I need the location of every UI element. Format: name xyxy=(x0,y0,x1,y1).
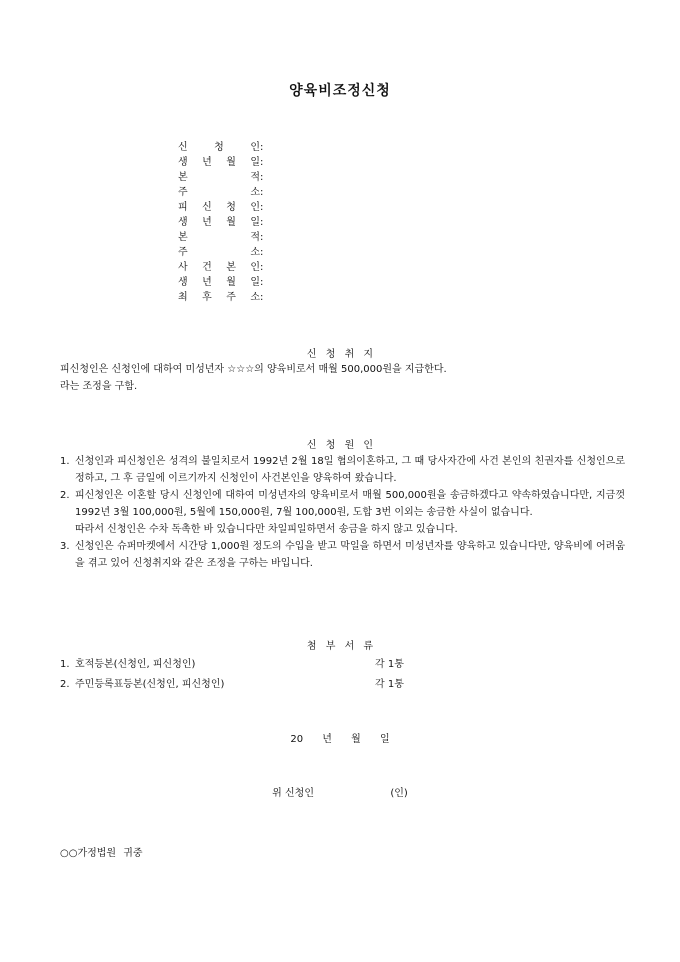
party-field-row xyxy=(178,215,263,230)
purpose-heading: 신 청 취 지 xyxy=(306,349,374,360)
reason-number: 1. xyxy=(60,456,70,467)
party-field-label-char: 본 xyxy=(178,232,188,243)
reasons-heading: 신 청 원 인 xyxy=(306,440,374,451)
party-field-row xyxy=(178,275,263,290)
attachment-number: 2. xyxy=(60,679,70,690)
party-field-label xyxy=(178,185,260,200)
party-field-label-char: 소 xyxy=(250,247,260,258)
reasons-list xyxy=(60,453,625,572)
party-field-colon: : xyxy=(260,202,264,213)
party-field-label xyxy=(178,275,260,290)
attachments-heading: 첨 부 서 류 xyxy=(306,641,374,652)
party-info-block xyxy=(178,140,263,305)
date-line: 20 년 월 일 xyxy=(290,734,390,745)
party-field-label xyxy=(178,170,260,185)
party-field-colon: : xyxy=(260,292,264,303)
party-field-label xyxy=(178,200,260,215)
party-field-row xyxy=(178,245,263,260)
reason-item-2 xyxy=(60,487,625,521)
purpose-body xyxy=(60,361,625,395)
party-field-label-char: 적 xyxy=(250,172,260,183)
reason-item-1 xyxy=(60,453,625,487)
signature-label: 위 신청인 xyxy=(272,788,314,799)
party-field-row xyxy=(178,140,263,155)
attachment-number: 1. xyxy=(60,659,70,670)
party-field-label-char: 본 xyxy=(226,262,236,273)
party-field-colon: : xyxy=(260,157,264,168)
purpose-line-2: 라는 조정을 구함. xyxy=(60,381,138,392)
party-field-label-char: 일 xyxy=(250,157,260,168)
party-field-label-char: 인 xyxy=(250,262,260,273)
party-field-label xyxy=(178,155,260,170)
purpose-line-1: 피신청인은 신청인에 대하여 미성년자 ☆☆☆의 양육비로서 매월 500,000원을 지급한다. xyxy=(60,364,447,375)
party-field-colon: : xyxy=(260,142,264,153)
party-field-label xyxy=(178,245,260,260)
party-field-label-char: 건 xyxy=(202,262,212,273)
reason-text: 피신청인은 이혼할 당시 신청인에 대하여 미성년자의 양육비로서 매월 500,000원을 송금하겠다고 약속하였습니다만, 지금껏 1992년 3월 100,000원, 5월에 150,000원, 7월 100,000원, 도합 3번 이외는 송금한 사실이 없습니다. xyxy=(75,490,625,518)
party-field-label-char: 일 xyxy=(250,277,260,288)
party-field-colon: : xyxy=(260,277,264,288)
party-field-row xyxy=(178,230,263,245)
party-field-label xyxy=(178,140,260,155)
seal-mark: (인) xyxy=(390,788,408,799)
party-field-label xyxy=(178,230,260,245)
party-field-row xyxy=(178,170,263,185)
party-field-label-char: 후 xyxy=(202,292,212,303)
reason-text: 신청인과 피신청인은 성격의 불일치로서 1992년 2월 18일 협의이혼하고, 그 때 당사자간에 사건 본인의 친권자를 신청인으로 정하고, 그 후 금일에 이르기까지 신청인이 사건본인을 양육하여 왔습니다. xyxy=(75,456,625,484)
party-field-label-char: 인 xyxy=(250,142,260,153)
party-field-row xyxy=(178,260,263,275)
party-field-label xyxy=(178,215,260,230)
party-field-colon: : xyxy=(260,217,264,228)
party-field-label xyxy=(178,260,260,275)
party-field-label-char: 최 xyxy=(178,292,188,303)
party-field-label-char: 일 xyxy=(250,217,260,228)
party-field-label-char: 소 xyxy=(250,187,260,198)
reason-number: 2. xyxy=(60,490,70,501)
party-field-label-char: 인 xyxy=(250,202,260,213)
party-field-label xyxy=(178,290,260,305)
party-field-label-char: 월 xyxy=(226,277,236,288)
party-field-label-char: 년 xyxy=(202,157,212,168)
party-field-label-char: 소 xyxy=(250,292,260,303)
attachment-name: 호적등본(신청인, 피신청인) xyxy=(75,659,196,670)
attachment-count: 각 1통 xyxy=(375,679,404,690)
party-field-row xyxy=(178,155,263,170)
party-field-colon: : xyxy=(260,262,264,273)
party-field-row xyxy=(178,200,263,215)
attachment-item xyxy=(60,675,420,695)
document-title: 양육비조정신청 xyxy=(289,83,391,99)
attachments-list xyxy=(60,655,420,695)
party-field-label-char: 생 xyxy=(178,217,188,228)
party-field-label-char: 월 xyxy=(226,157,236,168)
party-field-colon: : xyxy=(260,247,264,258)
party-field-label-char: 년 xyxy=(202,217,212,228)
party-field-label-char: 청 xyxy=(226,202,236,213)
party-field-label-char: 적 xyxy=(250,232,260,243)
signature-line xyxy=(0,784,680,799)
party-field-label-char: 생 xyxy=(178,277,188,288)
attachment-count: 각 1통 xyxy=(375,659,404,670)
party-field-label-char: 청 xyxy=(214,142,224,153)
party-field-label-char: 본 xyxy=(178,172,188,183)
party-field-colon: : xyxy=(260,232,264,243)
party-field-label-char: 주 xyxy=(226,292,236,303)
party-field-label-char: 피 xyxy=(178,202,188,213)
reason-number: 3. xyxy=(60,541,70,552)
party-field-row xyxy=(178,290,263,305)
party-field-colon: : xyxy=(260,187,264,198)
party-field-label-char: 사 xyxy=(178,262,188,273)
reason-item-3 xyxy=(60,538,625,572)
attachment-name: 주민등록표등본(신청인, 피신청인) xyxy=(75,679,225,690)
party-field-label-char: 년 xyxy=(202,277,212,288)
party-field-label-char: 생 xyxy=(178,157,188,168)
party-field-label-char: 주 xyxy=(178,187,188,198)
reason-item-2-continuation: 따라서 신청인은 수차 독촉한 바 있습니다만 차일피일하면서 송금을 하지 않고 있습니다. xyxy=(75,524,458,535)
attachment-item xyxy=(60,655,420,675)
party-field-label-char: 주 xyxy=(178,247,188,258)
party-field-row xyxy=(178,185,263,200)
party-field-label-char: 월 xyxy=(226,217,236,228)
party-field-label-char: 신 xyxy=(202,202,212,213)
party-field-label-char: 신 xyxy=(178,142,188,153)
reason-text: 신청인은 슈퍼마켓에서 시간당 1,000원 정도의 수입을 받고 막일을 하면서 미성년자를 양육하고 있습니다만, 양육비에 어려움을 겪고 있어 신청취지와 같은 조정을 구하는 바입니다. xyxy=(75,541,625,569)
court-addressee: ○○가정법원 귀중 xyxy=(60,848,143,859)
party-field-colon: : xyxy=(260,172,264,183)
